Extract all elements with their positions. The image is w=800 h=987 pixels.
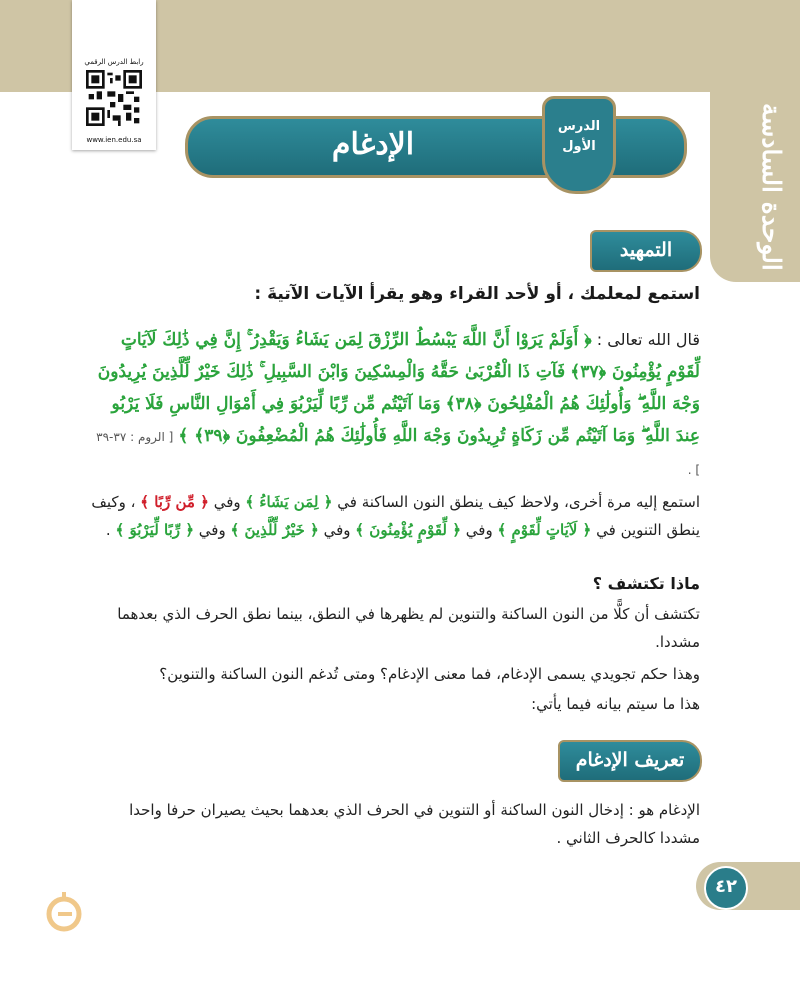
section-header-intro: التمهيد	[590, 230, 702, 272]
publisher-logo-icon	[44, 890, 84, 932]
para-text: وفي	[323, 521, 351, 539]
quran-example: ﴿ لِمَن يَشَاءُ ﴾	[245, 493, 333, 511]
page-number-tab	[696, 862, 800, 910]
discover-text-2: وهذا حكم تجويدي يسمى الإدغام، فما معنى الإدغام؟ ومتى تُدغم النون الساكنة والتنوين؟	[159, 665, 700, 683]
quran-verses	[90, 324, 700, 486]
verse-38: فَآتِ ذَا الْقُرْبَىٰ حَقَّهُ وَالْمِسْكِينَ وَابْنَ السَّبِيلِ ۚ ذَٰلِكَ خَيْرٌ لِّلَّذِينَ يُرِيدُونَ وَجْهَ اللَّهِ ۖ وَأُولَٰئِكَ هُمُ الْمُفْلِحُونَ ﴿٣٨﴾	[97, 362, 700, 414]
para-text: وفي	[213, 493, 241, 511]
quran-example: ﴿ لِّقَوْمٍ يُؤْمِنُونَ ﴾	[355, 521, 461, 539]
qr-code-icon[interactable]	[86, 70, 142, 126]
instruction-text: استمع لمعلمك ، أو لأحد القراء وهو يقرأ الآيات الآتيةَ :	[254, 284, 700, 304]
lesson-badge-number: الأول	[562, 139, 596, 154]
definition-text: الإدغام هو : إدخال النون الساكنة أو التنوين في الحرف الذي بعدهما بحيث يصيران حرفا واحدا مشددا كالحرف الثاني .	[129, 801, 700, 847]
para-text: وفي	[198, 521, 226, 539]
verse-37: ﴿ أَوَلَمْ يَرَوْا أَنَّ اللَّهَ يَبْسُطُ الرِّزْقَ لِمَن يَشَاءُ وَيَقْدِرُ ۚ إِنَّ فِي ذَٰلِكَ لَآيَاتٍ لِّقَوْمٍ يُؤْمِنُونَ ﴿٣٧﴾	[120, 330, 700, 382]
discover-heading: ماذا تكتشف ؟	[592, 574, 700, 593]
para-text: ، وكيف ينطق التنوين في	[91, 493, 700, 539]
qr-url[interactable]: www.ien.edu.sa	[86, 136, 142, 144]
page-number: ٤٢	[704, 866, 748, 910]
verse-39: وَمَا آتَيْتُم مِّن رِّبًا لِّيَرْبُوَ فِي أَمْوَالِ النَّاسِ فَلَا يَرْبُو عِندَ اللَّهِ ۖ وَمَا آتَيْتُم مِّن زَكَاةٍ تُرِيدُونَ وَجْهَ اللَّهِ فَأُولَٰئِكَ هُمُ الْمُضْعِفُونَ ﴿٣٩﴾ ﴾	[111, 394, 700, 446]
quran-example: ﴿ مِّن رِّبًا ﴾	[140, 493, 209, 511]
qr-card[interactable]	[72, 0, 156, 150]
quran-example: ﴿ رِّبًا لِّيَرْبُوَ ﴾	[115, 521, 194, 539]
discover-text-3: هذا ما سيتم بيانه فيما يأتي:	[531, 695, 700, 713]
lesson-badge	[542, 96, 616, 194]
verse-intro: قال الله تعالى :	[596, 330, 700, 349]
para-text: استمع إليه مرة أخرى، ولاحظ كيف ينطق النون الساكنة في	[337, 493, 700, 511]
qr-caption: رابط الدرس الرقمي	[84, 58, 144, 66]
quran-example: ﴿ لَآيَاتٍ لِّقَوْمٍ ﴾	[497, 521, 592, 539]
verse-reference: [ الروم : ٣٧-٣٩ ] .	[96, 430, 700, 477]
quran-example: ﴿ خَيْرٌ لِّلَّذِينَ ﴾	[230, 521, 319, 539]
discover-text-1: تكتشف أن كلًّا من النون الساكنة والتنوين لم يظهرها في النطق، بينما نطق الحرف الذي بعدهما مشددا.	[117, 605, 700, 651]
listen-paragraph	[90, 488, 700, 544]
section-header-definition: تعريف الإدغام	[558, 740, 702, 782]
para-text: .	[105, 521, 111, 539]
lesson-title: الإدغام	[331, 127, 415, 162]
unit-title: الوحدة السادسة	[757, 103, 786, 271]
para-text: وفي	[465, 521, 493, 539]
lesson-badge-label: الدرس	[557, 119, 601, 134]
